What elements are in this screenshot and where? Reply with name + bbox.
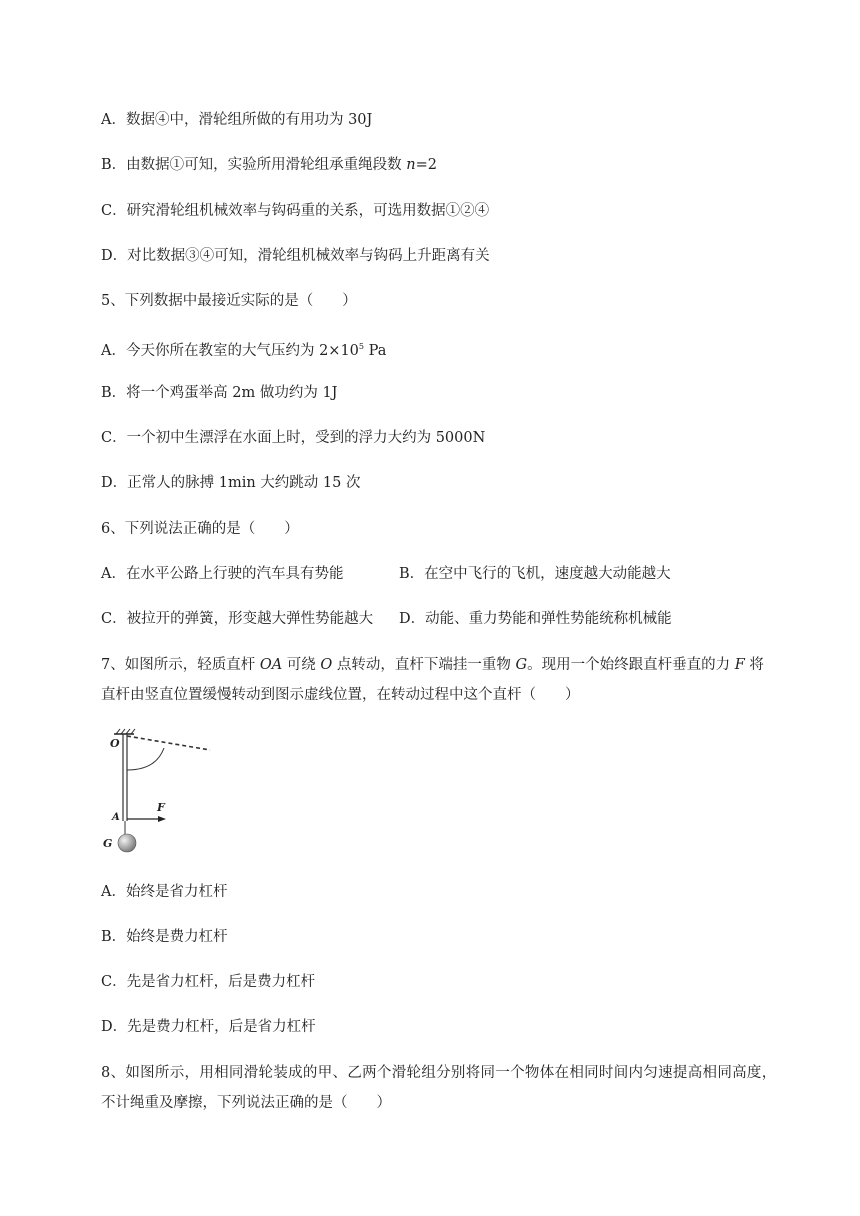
q6-option-d: D．动能、重力势能和弹性势能统称机械能: [399, 611, 672, 627]
q6-options-row1: [101, 564, 671, 584]
q4-option-d: D．对比数据③④可知，滑轮组机械效率与钩码上升距离有关: [101, 248, 490, 264]
q6-options-row2: [101, 609, 672, 629]
q7-option-a: A．始终是省力杠杆: [101, 884, 228, 900]
q7-stem-line1: 7、如图所示，轻质直杆 OA 可绕 O 点转动，直杆下端挂一重物 G。现用一个始终跟直杆垂直的力 F 将: [101, 657, 764, 673]
rotated-position-dashed: [127, 736, 210, 750]
label-o: O: [110, 737, 120, 750]
q6-option-b: B．在空中飞行的飞机，速度越大动能越大: [399, 566, 671, 582]
q4-option-c: C．研究滑轮组机械效率与钩码重的关系，可选用数据①②④: [101, 203, 490, 219]
q7-stem-line2: 直杆由竖直位置缓慢转动到图示虚线位置，在转动过程中这个直杆（ ）: [101, 687, 580, 703]
label-a: A: [112, 812, 120, 823]
q8-stem-line2: 不计绳重及摩擦，下列说法正确的是（ ）: [101, 1095, 391, 1111]
q4-option-b: B．由数据①可知，实验所用滑轮组承重绳段数 n=2: [101, 157, 437, 173]
q7-option-c: C．先是省力杠杆，后是费力杠杆: [101, 974, 316, 990]
label-f: F: [157, 801, 165, 814]
q7-option-d: D．先是费力杠杆，后是省力杠杆: [101, 1019, 316, 1035]
q5-stem: 5、下列数据中最接近实际的是（ ）: [101, 293, 357, 309]
weight-ball: [118, 834, 136, 852]
q6-option-c: C．被拉开的弹簧，形变越大弹性势能越大: [101, 611, 374, 627]
q7-lever-figure: [100, 726, 220, 858]
q5-option-a: A．今天你所在教室的大气压约为 $2\times 10^5$ Pa: [101, 342, 387, 359]
q8-stem-line1: 8、如图所示，用相同滑轮装成的甲、乙两个滑轮组分别将同一个物体在相同时间内匀速提高相同高度，: [101, 1065, 777, 1081]
q4-option-a: A．数据④中，滑轮组所做的有用功为 30J: [101, 112, 373, 128]
q6-option-a: A．在水平公路上行驶的汽车具有势能: [101, 566, 344, 582]
q5-option-d: D．正常人的脉搏 1min 大约跳动 15 次: [101, 475, 361, 491]
rotation-arc: [127, 748, 164, 770]
q6-stem: 6、下列说法正确的是（ ）: [101, 521, 299, 537]
label-g: G: [103, 837, 113, 850]
q5-option-b: B．将一个鸡蛋举高 2m 做功约为 1J: [101, 385, 338, 401]
q5-option-c: C．一个初中生漂浮在水面上时，受到的浮力大约为 5000N: [101, 430, 486, 446]
q7-option-b: B．始终是费力杠杆: [101, 929, 228, 945]
